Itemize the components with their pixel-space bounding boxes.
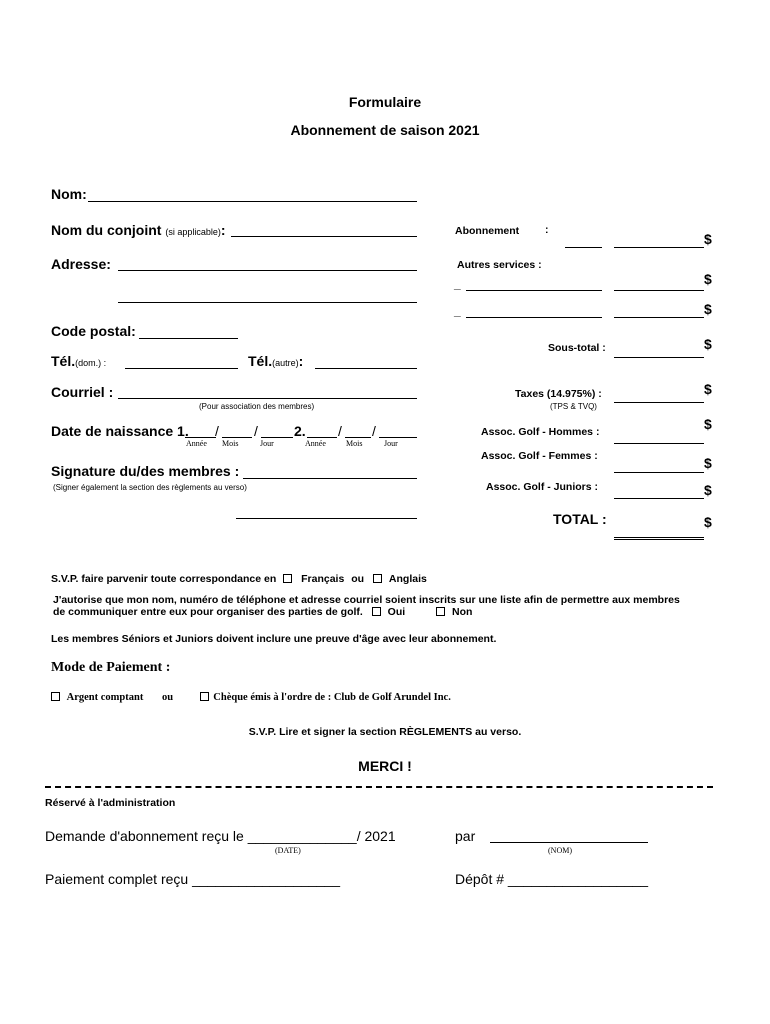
dob2-label: 2. [294, 423, 306, 439]
sous-total-field[interactable] [614, 357, 704, 358]
nom-field[interactable] [88, 201, 417, 202]
signature-field-2[interactable] [236, 518, 417, 519]
total-label: TOTAL : [553, 511, 607, 527]
dob-sep: / [372, 423, 376, 439]
nom-label: Nom: [51, 186, 87, 202]
seniors-note: Les membres Séniors et Juniors doivent inclure une preuve d'âge avec leur abonnement. [51, 633, 497, 645]
tel-autre-label: Tél.(autre): [248, 353, 304, 369]
payment-title: Mode de Paiement : [51, 660, 171, 675]
cash-checkbox[interactable] [51, 692, 60, 701]
dob2-annee-field[interactable] [307, 437, 337, 438]
dob1-annee-field[interactable] [185, 437, 216, 438]
abonnement-label: Abonnement [455, 225, 520, 237]
form-title: Formulaire [348, 94, 422, 110]
dob-label: Date de naissance 1. [51, 423, 189, 439]
dob1-mois-field[interactable] [222, 437, 252, 438]
cheque-checkbox[interactable] [200, 692, 209, 701]
conjoint-label: Nom du conjoint (si applicable): [51, 222, 226, 238]
signature-field[interactable] [243, 478, 417, 479]
autres-desc-field-2[interactable] [466, 317, 602, 318]
dob1-annee-note: Année [186, 439, 207, 448]
oui-checkbox[interactable] [372, 607, 381, 616]
courriel-note: (Pour association des membres) [199, 402, 315, 411]
juniors-label: Assoc. Golf - Juniors : [486, 481, 599, 493]
taxes-note: (TPS & TVQ) [550, 402, 597, 411]
lire-note: S.V.P. Lire et signer la section RÈGLEMENTS au verso. [248, 726, 522, 738]
dollar-sign: $ [704, 514, 712, 530]
courriel-label: Courriel : [51, 384, 114, 400]
autres-dash: _ [454, 277, 461, 291]
correspondance-row: S.V.P. faire parvenir toute correspondance en Français ou Anglais [51, 573, 427, 585]
dob1-mois-note: Mois [222, 439, 239, 448]
adresse-field-2[interactable] [118, 302, 417, 303]
autorise-line1: J'autorise que mon nom, numéro de téléphone et adresse courriel soient inscrits sur une liste afin de permettre aux membres [53, 594, 680, 606]
demande-field[interactable]: Demande d'abonnement reçu le ______________/ 2021 [45, 828, 396, 844]
hommes-label: Assoc. Golf - Hommes : [481, 426, 600, 438]
taxes-field[interactable] [614, 402, 704, 403]
courriel-field[interactable] [118, 398, 417, 399]
depot-field[interactable]: Dépôt # __________________ [455, 871, 649, 887]
payment-row: Argent comptant ou Chèque émis à l'ordre de : Club de Golf Arundel Inc. [51, 692, 451, 703]
dob-sep: / [254, 423, 258, 439]
anglais-checkbox[interactable] [373, 574, 382, 583]
par-label: par [455, 828, 476, 844]
autres-dash: _ [454, 304, 461, 318]
dob2-jour-note: Jour [384, 439, 398, 448]
abonnement-amount-field[interactable] [614, 247, 704, 248]
autres-label: Autres services : [457, 259, 542, 271]
dollar-sign: $ [704, 271, 712, 287]
dob2-mois-field[interactable] [345, 437, 371, 438]
dollar-sign: $ [704, 381, 712, 397]
form-subtitle: Abonnement de saison 2021 [290, 122, 480, 138]
autres-desc-field-1[interactable] [466, 290, 602, 291]
abonnement-colon: : [545, 224, 549, 236]
femmes-field[interactable] [614, 472, 704, 473]
signature-note: (Signer également la section des règlements au verso) [53, 483, 247, 492]
dollar-sign: $ [704, 336, 712, 352]
autres-amount-field-1[interactable] [614, 290, 704, 291]
code-postal-label: Code postal: [51, 323, 136, 339]
dob1-jour-note: Jour [260, 439, 274, 448]
dob-sep: / [338, 423, 342, 439]
adresse-label: Adresse: [51, 256, 111, 272]
dollar-sign: $ [704, 301, 712, 317]
code-postal-field[interactable] [139, 338, 238, 339]
paiement-field[interactable]: Paiement complet reçu ___________________ [45, 871, 341, 887]
dollar-sign: $ [704, 231, 712, 247]
date-note: (DATE) [275, 846, 301, 855]
autres-amount-field-2[interactable] [614, 317, 704, 318]
sous-total-label: Sous-total : [548, 342, 606, 354]
hommes-field[interactable] [614, 443, 704, 444]
nom-note: (NOM) [548, 846, 572, 855]
adresse-field-1[interactable] [118, 270, 417, 271]
francais-checkbox[interactable] [283, 574, 292, 583]
dob2-annee-note: Année [305, 439, 326, 448]
autorise-line2: de communiquer entre eux pour organiser des parties de golf. Oui Non [53, 606, 473, 618]
tel-dom-field[interactable] [125, 368, 238, 369]
dollar-sign: $ [704, 455, 712, 471]
juniors-field[interactable] [614, 498, 704, 499]
dob-sep: / [215, 423, 219, 439]
dob1-jour-field[interactable] [261, 437, 293, 438]
tel-dom-label: Tél.(dom.) : [51, 353, 107, 369]
total-field[interactable] [614, 537, 704, 540]
dollar-sign: $ [704, 416, 712, 432]
femmes-label: Assoc. Golf - Femmes : [481, 450, 598, 462]
dob2-mois-note: Mois [346, 439, 363, 448]
reserve-label: Réservé à l'administration [45, 797, 176, 809]
dollar-sign: $ [704, 482, 712, 498]
taxes-label: Taxes (14.975%) : [515, 388, 602, 400]
conjoint-field[interactable] [231, 236, 417, 237]
merci: MERCI ! [358, 758, 412, 774]
signature-label: Signature du/des membres : [51, 463, 240, 479]
non-checkbox[interactable] [436, 607, 445, 616]
cut-line [45, 786, 713, 788]
abonnement-qty-field[interactable] [565, 247, 602, 248]
dob2-jour-field[interactable] [379, 437, 417, 438]
tel-autre-field[interactable] [315, 368, 417, 369]
par-field[interactable] [490, 842, 648, 843]
